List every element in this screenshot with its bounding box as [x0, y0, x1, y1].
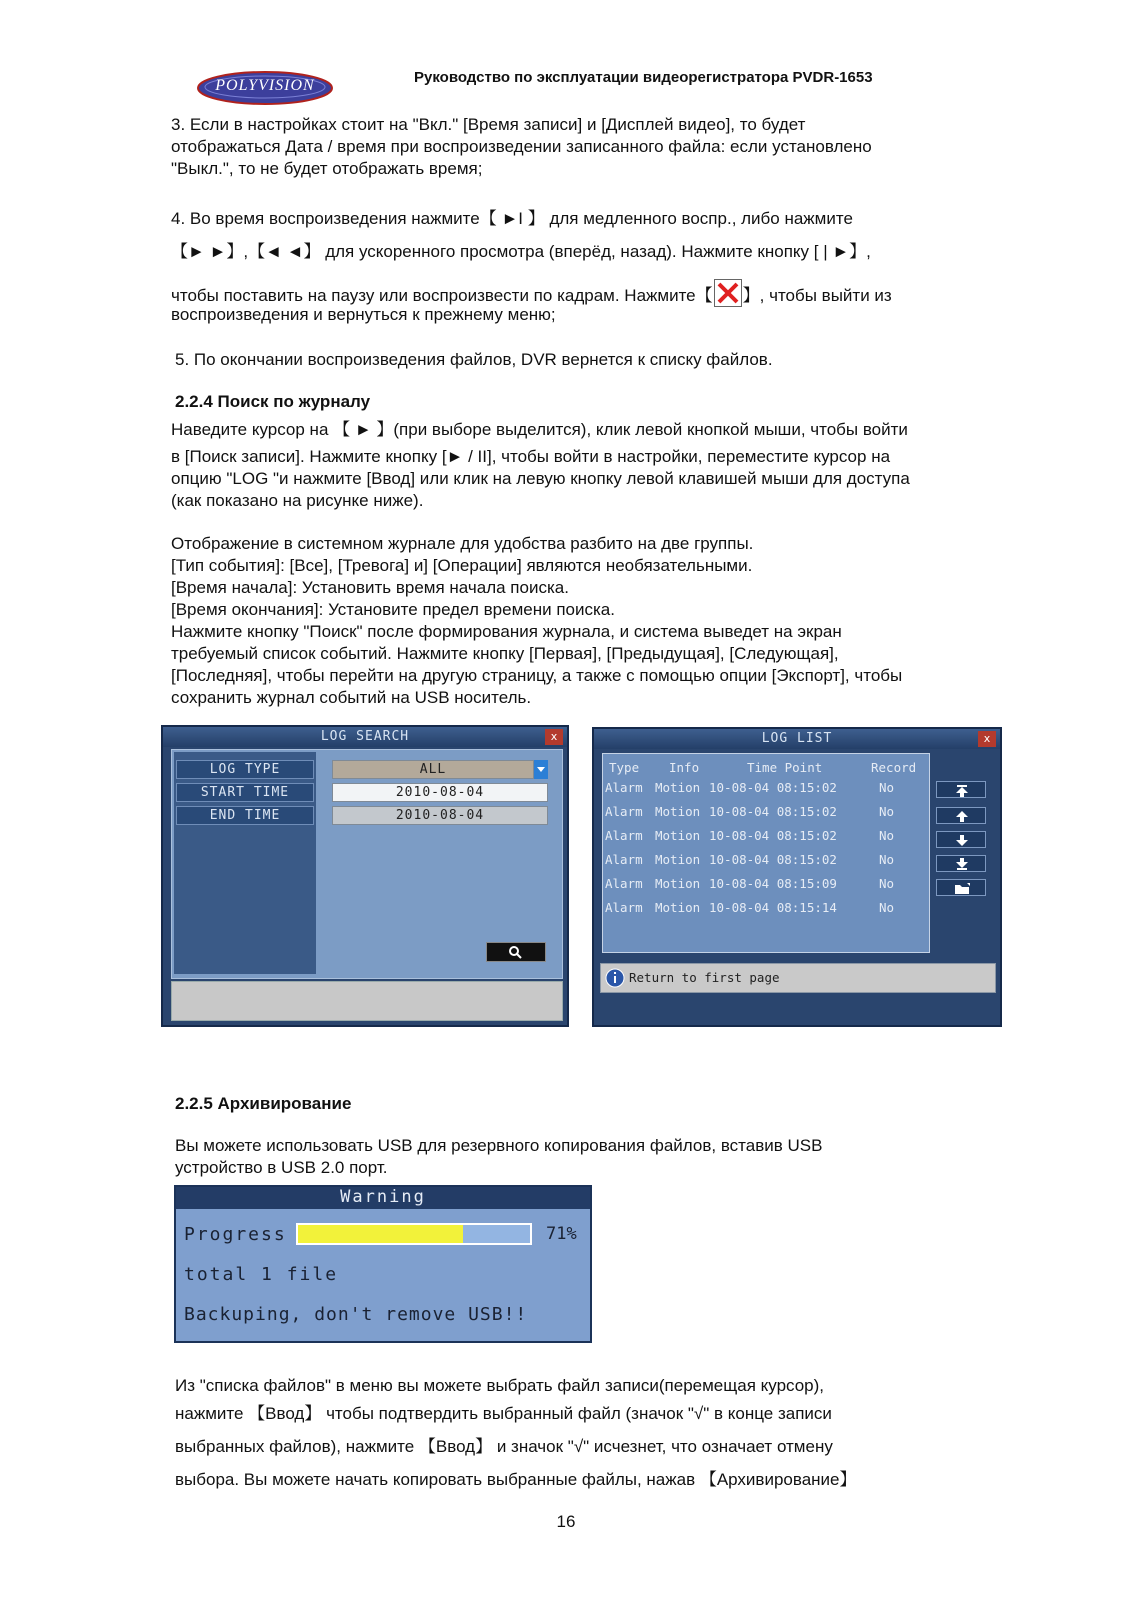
- col-time-point: Time Point: [747, 760, 823, 775]
- page-number: 16: [556, 1512, 576, 1531]
- cell-record: No: [879, 900, 895, 915]
- para4-line3b: 】, чтобы выйти из: [742, 286, 892, 305]
- s224-line2: [Тип события]: [Все], [Тревога] и] [Операции] являются необязательными.: [171, 556, 753, 575]
- cell-type: Alarm: [605, 780, 643, 795]
- cell-type: Alarm: [605, 804, 643, 819]
- para3-line3: "Выкл.", то не будет отображать время;: [171, 159, 483, 178]
- folder-icon: [937, 880, 987, 897]
- cell-type: Alarm: [605, 852, 643, 867]
- log-list-header: [603, 760, 929, 778]
- cell-info: Motion: [655, 828, 701, 843]
- s225-line2: устройство в USB 2.0 порт.: [175, 1158, 388, 1177]
- last-page-button[interactable]: [936, 855, 986, 872]
- backup-message: Backuping, don't remove USB!!: [184, 1304, 528, 1325]
- progress-label: Progress: [184, 1224, 287, 1245]
- para4-line3a: чтобы поставить на паузу или воспроизвести по кадрам. Нажмите【: [171, 286, 713, 305]
- section-224-heading: 2.2.4 Поиск по журналу: [175, 392, 371, 411]
- exit-x-icon: [714, 279, 742, 307]
- table-row[interactable]: [603, 852, 929, 870]
- para4-line2: 【► ►】,【◄ ◄】 для ускоренного просмотра (вперёд, назад). Нажмите кнопку [ | ►】,: [171, 242, 871, 261]
- search-button[interactable]: [486, 942, 546, 962]
- arrow-up-icon: [937, 808, 987, 825]
- s225-line1: Вы можете использовать USB для резервного копирования файлов, вставив USB: [175, 1136, 823, 1155]
- final-line: нажмите 【Ввод】 чтобы подтвердить выбранный файл (значок "√" в конце записи: [175, 1404, 832, 1423]
- s224-line: опцию "LOG "и нажмите [Ввод] или клик на левую кнопку левой клавишей мыши для доступа: [171, 469, 910, 488]
- table-row[interactable]: [603, 900, 929, 918]
- cell-type: Alarm: [605, 900, 643, 915]
- cell-record: No: [879, 828, 895, 843]
- para3-line1: 3. Если в настройках стоит на "Вкл." [Время записи] и [Дисплей видео], то будет: [171, 115, 806, 134]
- return-first-page-bar[interactable]: [600, 963, 996, 993]
- header-title: Руководство по эксплуатации видеорегистратора PVDR-1653: [414, 69, 873, 86]
- export-button[interactable]: [936, 879, 986, 896]
- s224-line: (как показано на рисунке ниже).: [171, 491, 424, 510]
- progress-percent: 71%: [546, 1224, 577, 1244]
- col-type: Type: [609, 760, 640, 775]
- s224-line2: требуемый список событий. Нажмите кнопку [Первая], [Предыдущая], [Следующая],: [171, 644, 839, 663]
- section-225-heading: 2.2.5 Архивирование: [175, 1094, 352, 1113]
- logo-text: POLYVISION: [215, 77, 315, 94]
- cell-type: Alarm: [605, 828, 643, 843]
- prev-page-button[interactable]: [936, 807, 986, 824]
- cell-record: No: [879, 804, 895, 819]
- table-row[interactable]: [603, 780, 929, 798]
- log-list-nav: [936, 781, 988, 901]
- cell-time: 10-08-04 08:15:02: [709, 780, 837, 795]
- log-search-panel: [171, 749, 563, 979]
- warning-titlebar: [176, 1187, 590, 1209]
- cell-time: 10-08-04 08:15:14: [709, 900, 837, 915]
- cell-type: Alarm: [605, 876, 643, 891]
- log-list-window: [592, 727, 1002, 1027]
- s224-line2: [Время окончания]: Установите предел времени поиска.: [171, 600, 615, 619]
- para4-line1: 4. Во время воспроизведения нажмите【 ►I 】 для медленного воспр., либо нажмите: [171, 209, 853, 228]
- end-time-input[interactable]: 2010-08-04: [332, 806, 548, 825]
- progress-bar-fill: [298, 1225, 463, 1243]
- log-list-table: [602, 753, 930, 953]
- info-icon: [605, 968, 625, 988]
- final-line: Из "списка файлов" в меню вы можете выбрать файл записи(перемещая курсор),: [175, 1376, 825, 1395]
- s224-line2: [Время начала]: Установить время начала поиска.: [171, 578, 569, 597]
- total-files: total 1 file: [184, 1264, 339, 1285]
- log-list-title: LOG LIST: [594, 729, 1000, 749]
- s224-line2: Отображение в системном журнале для удобства разбито на две группы.: [171, 534, 754, 553]
- cell-info: Motion: [655, 780, 701, 795]
- log-search-title: LOG SEARCH: [163, 727, 567, 747]
- table-row[interactable]: [603, 828, 929, 846]
- start-time-input[interactable]: 2010-08-04: [332, 783, 548, 802]
- log-search-status-bar: [171, 981, 563, 1021]
- s224-line2: [Последняя], чтобы перейти на другую страницу, а также с помощью опции [Экспорт], чтобы: [171, 666, 903, 685]
- log-search-close-button[interactable]: x: [545, 729, 563, 745]
- final-line: выбора. Вы можете начать копировать выбранные файлы, нажав 【Архивирование】: [175, 1470, 857, 1489]
- cell-info: Motion: [655, 852, 701, 867]
- para5: 5. По окончании воспроизведения файлов, DVR вернется к списку файлов.: [175, 350, 773, 369]
- log-search-window: [161, 725, 569, 1027]
- s224-line: в [Поиск записи]. Нажмите кнопку [► / II], чтобы войти в настройки, переместите курсор на: [171, 447, 891, 466]
- cell-info: Motion: [655, 876, 701, 891]
- next-page-button[interactable]: [936, 831, 986, 848]
- start-time-label: START TIME: [176, 783, 314, 802]
- log-type-label: LOG TYPE: [176, 760, 314, 779]
- para4-line4: воспроизведения и вернуться к прежнему меню;: [171, 305, 556, 324]
- log-type-select[interactable]: ALL: [332, 760, 534, 779]
- first-page-button[interactable]: [936, 781, 986, 798]
- cell-time: 10-08-04 08:15:02: [709, 804, 837, 819]
- chevron-down-icon[interactable]: [534, 760, 548, 779]
- table-row[interactable]: [603, 804, 929, 822]
- log-list-close-button[interactable]: x: [978, 731, 996, 747]
- cell-record: No: [879, 780, 895, 795]
- cell-record: No: [879, 876, 895, 891]
- cell-info: Motion: [655, 804, 701, 819]
- para4-line3: [171, 279, 892, 307]
- s224-line2: Нажмите кнопку "Поиск" после формирования журнала, и система выведет на экран: [171, 622, 842, 641]
- warning-dialog: [174, 1185, 592, 1343]
- last-page-icon: [937, 856, 987, 873]
- s224-line2: сохранить журнал событий на USB носитель.: [171, 688, 532, 707]
- arrow-down-icon: [937, 832, 987, 849]
- col-info: Info: [669, 760, 700, 775]
- cell-record: No: [879, 852, 895, 867]
- para3-line2: отображаться Дата / время при воспроизведении записанного файла: если установлено: [171, 137, 872, 156]
- polyvision-logo: [196, 70, 334, 106]
- warning-title: Warning: [340, 1187, 426, 1207]
- progress-bar: [296, 1223, 532, 1245]
- cell-time: 10-08-04 08:15:02: [709, 828, 837, 843]
- first-page-icon: [937, 782, 987, 799]
- return-first-page-label: Return to first page: [629, 970, 780, 985]
- s224-line: Наведите курсор на 【 ► 】(при выборе выделится), клик левой кнопкой мыши, чтобы войти: [171, 420, 908, 439]
- cell-time: 10-08-04 08:15:09: [709, 876, 837, 891]
- final-line: выбранных файлов), нажмите 【Ввод】 и значок "√" исчезнет, что означает отмену: [175, 1437, 833, 1456]
- search-icon: [487, 943, 545, 961]
- cell-time: 10-08-04 08:15:02: [709, 852, 837, 867]
- table-row[interactable]: [603, 876, 929, 894]
- end-time-label: END TIME: [176, 806, 314, 825]
- cell-info: Motion: [655, 900, 701, 915]
- col-record: Record: [871, 760, 917, 775]
